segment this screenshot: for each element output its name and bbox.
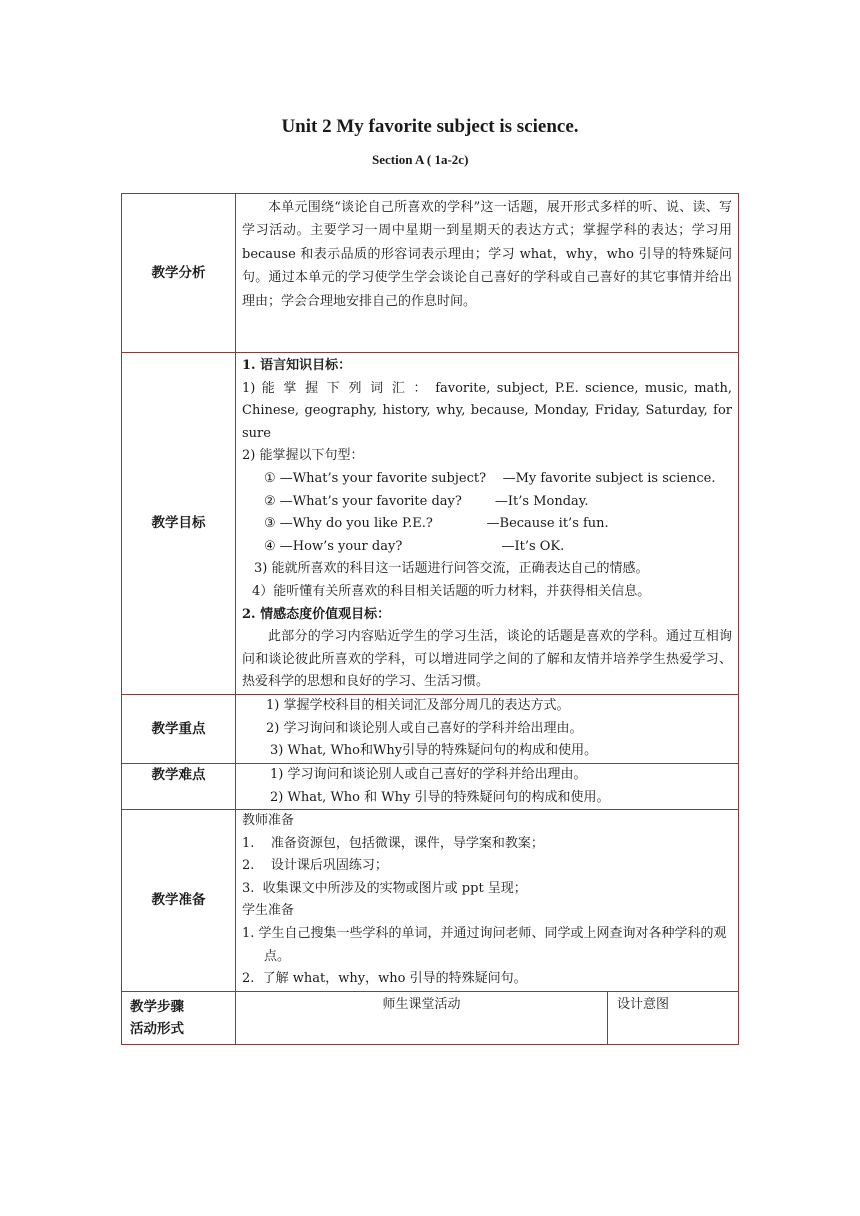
keypoints-label: 教学重点: [122, 694, 236, 763]
objectives-item-4: 4）能听懂有关所喜欢的科目相关话题的听力材料，并获得相关信息。: [252, 583, 651, 599]
keypoints-item-2: 2) 学习询问和谈论别人或自己喜好的学科并给出理由。: [266, 720, 583, 736]
keypoints-item-3: 3) What, Who和Why引导的特殊疑问句的构成和使用。: [270, 743, 598, 759]
steps-label: [122, 991, 236, 1044]
row-keypoints: [122, 694, 739, 763]
keypoints-cell: [236, 694, 739, 763]
preparation-cell: [236, 810, 739, 992]
keypoints-item-1: 1) 掌握学校科目的相关词汇及部分周几的表达方式。: [266, 697, 570, 713]
document-title: Unit 2 My favorite subject is science.: [281, 116, 579, 137]
objectives-q3: ③ —Why do you like P.E.? —Because it’s fun.: [264, 516, 609, 532]
steps-activity-header: 师生课堂活动: [236, 991, 608, 1044]
preparation-teacher-3: 3. 收集课文中所涉及的实物或图片或 ppt 呈现；: [242, 880, 527, 896]
objectives-sentences-heading: 2) 能掌握以下句型：: [242, 448, 364, 464]
difficulties-cell: [236, 763, 739, 809]
preparation-label: 教学准备: [122, 810, 236, 992]
row-analysis: [122, 194, 739, 353]
difficulties-label: 教学难点: [122, 763, 236, 809]
steps-label-line-1: 教学步骤: [130, 998, 184, 1015]
objectives-label: 教学目标: [122, 353, 236, 695]
objectives-item-3: 3) 能就所喜欢的科目这一话题进行问答交流，正确表达自己的情感。: [254, 561, 649, 577]
preparation-teacher-heading: 教师准备: [242, 813, 295, 829]
preparation-student-heading: 学生准备: [242, 903, 295, 919]
difficulties-item-2: 2) What, Who 和 Why 引导的特殊疑问句的构成和使用。: [270, 789, 610, 805]
difficulties-item-1: 1) 学习询问和谈论别人或自己喜好的学科并给出理由。: [270, 766, 587, 782]
analysis-cell: [236, 194, 739, 353]
row-objectives: [122, 353, 739, 695]
preparation-student-2: 2. 了解 what，why，who 引导的特殊疑问句。: [242, 971, 527, 987]
objectives-attitude-text: 此部分的学习内容贴近学生的学习生活，谈论的话题是喜欢的学科。通过互相询问和谈论彼此所喜欢的学科，可以增进同学之间的了解和友情并培养学生热爱学习、热爱科学的思想和良好的学习、生活习惯。: [242, 629, 733, 690]
preparation-student-1: 1. 学生自己搜集一些学科的单词，并通过询问老师、同学或上网查询对各种学科的观点。: [242, 926, 727, 964]
document-subtitle: Section A ( 1a-2c): [372, 152, 469, 167]
objectives-q1: ① —What’s your favorite subject? —My favorite subject is science.: [264, 470, 716, 486]
objectives-q2: ② —What’s your favorite day? —It’s Monday.: [264, 493, 589, 509]
analysis-label: 教学分析: [122, 194, 236, 353]
objectives-heading-1: 1. 语言知识目标：: [242, 358, 352, 373]
lesson-plan-table: [121, 193, 739, 1045]
row-steps-header: [122, 991, 739, 1044]
objectives-cell: [236, 353, 739, 695]
row-preparation: [122, 810, 739, 992]
preparation-teacher-1: 1. 准备资源包，包括微课，课件，导学案和教案；: [242, 835, 544, 851]
row-difficulties: [122, 763, 739, 809]
objectives-q4: ④ —How’s your day? —It’s OK.: [264, 538, 565, 554]
analysis-text: 本单元围绕“谈论自己所喜欢的学科”这一话题，展开形式多样的听、说、读、写学习活动。主要学习一周中星期一到星期天的表达方式；掌握学科的表达；学习用 because 和表示品质的形容词表示理由；学习 what，why，who 引导的特殊疑问句。通过本单元的学习使学生学会谈论自己喜好的学科或自己喜好的其它事情并给出理由；学会合理地安排自己的作息时间。: [242, 200, 733, 309]
objectives-vocab: 1) 能 掌 握 下 列 词 汇 ： favorite, subject, P.E. science, music, math, Chinese, geography, history, why, because, Monday, Friday, Saturday, for sure: [242, 380, 733, 441]
objectives-heading-2: 2. 情感态度价值观目标：: [242, 606, 391, 622]
preparation-teacher-2: 2. 设计课后巩固练习；: [242, 858, 388, 874]
steps-label-line-2: 活动形式: [130, 1020, 184, 1037]
steps-intent-header: 设计意图: [608, 991, 739, 1044]
